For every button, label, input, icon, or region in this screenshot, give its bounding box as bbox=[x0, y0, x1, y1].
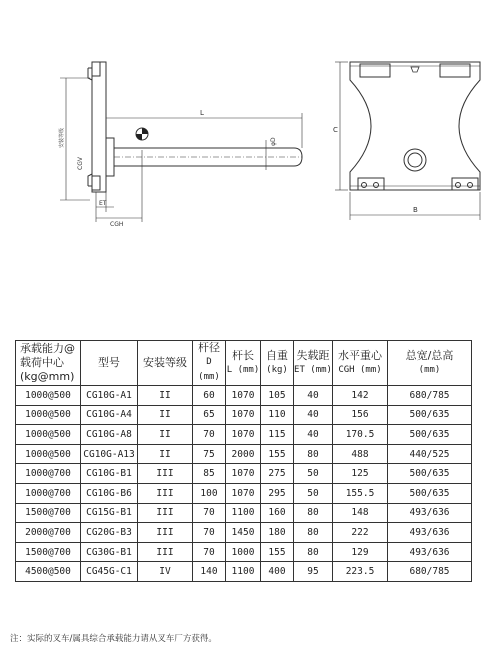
cell: 500/635 bbox=[388, 425, 472, 445]
side-view bbox=[60, 62, 302, 222]
cell: 95 bbox=[294, 562, 333, 582]
dim-label-et: ET bbox=[99, 200, 107, 207]
col-header-label: 自重 bbox=[266, 348, 288, 362]
cell: 493/636 bbox=[388, 523, 472, 543]
cell: 1500@700 bbox=[16, 503, 81, 523]
dim-label-l: L bbox=[200, 109, 204, 117]
cell: 1000@700 bbox=[16, 483, 81, 503]
col-header-class bbox=[138, 341, 193, 386]
cell: III bbox=[138, 523, 193, 543]
table-row bbox=[16, 425, 472, 445]
cell: 493/636 bbox=[388, 503, 472, 523]
col-header-size bbox=[388, 341, 472, 386]
front-view bbox=[335, 62, 480, 220]
cell: 115 bbox=[261, 425, 294, 445]
dim-label-cgh: CGH bbox=[110, 221, 124, 228]
cell: 148 bbox=[333, 503, 388, 523]
col-header-label: 安装等级 bbox=[143, 356, 187, 369]
cell: III bbox=[138, 542, 193, 562]
col-header-sub: D (mm) bbox=[198, 357, 220, 382]
col-header-label: 总宽/总高 bbox=[405, 348, 454, 362]
footnote: 注：实际的叉车/属具综合承载能力请从叉车厂方获得。 bbox=[10, 634, 217, 644]
cell: CG10G-B6 bbox=[81, 483, 138, 503]
cell: 1100 bbox=[226, 562, 261, 582]
cell: 85 bbox=[193, 464, 226, 484]
col-header-sub: CGH (mm) bbox=[338, 364, 382, 375]
cell: 50 bbox=[294, 464, 333, 484]
cell: 140 bbox=[193, 562, 226, 582]
cell: CG10G-A13 bbox=[81, 444, 138, 464]
table-row bbox=[16, 503, 472, 523]
cell: 1000@500 bbox=[16, 405, 81, 425]
cell: 80 bbox=[294, 523, 333, 543]
cell: II bbox=[138, 425, 193, 445]
cell: 1000@500 bbox=[16, 386, 81, 406]
dim-label-c: C bbox=[333, 126, 338, 134]
cell: 1070 bbox=[226, 405, 261, 425]
cell: CG20G-B3 bbox=[81, 523, 138, 543]
cell: 40 bbox=[294, 386, 333, 406]
cell: 125 bbox=[333, 464, 388, 484]
cell: 110 bbox=[261, 405, 294, 425]
cell: 500/635 bbox=[388, 405, 472, 425]
cell: 80 bbox=[294, 503, 333, 523]
cell: 155 bbox=[261, 444, 294, 464]
table-row bbox=[16, 483, 472, 503]
cell: 400 bbox=[261, 562, 294, 582]
table-row bbox=[16, 386, 472, 406]
cell: 1070 bbox=[226, 386, 261, 406]
cell: 40 bbox=[294, 425, 333, 445]
cell: CG10G-A8 bbox=[81, 425, 138, 445]
cell: 680/785 bbox=[388, 386, 472, 406]
col-header-sub: (mm) bbox=[418, 364, 441, 375]
dim-label-cgv: CGV bbox=[77, 157, 84, 170]
cell: CG30G-B1 bbox=[81, 542, 138, 562]
col-header-label: 承载能力@ 载荷中心 (kg@mm) bbox=[20, 342, 75, 383]
table-header-row bbox=[16, 341, 472, 386]
cell: 680/785 bbox=[388, 562, 472, 582]
cell: 60 bbox=[193, 386, 226, 406]
cell: 2000@700 bbox=[16, 523, 81, 543]
cell: II bbox=[138, 405, 193, 425]
cell: 275 bbox=[261, 464, 294, 484]
col-header-rod-length bbox=[226, 341, 261, 386]
cell: 70 bbox=[193, 503, 226, 523]
cell: 105 bbox=[261, 386, 294, 406]
cell: 180 bbox=[261, 523, 294, 543]
cell: 70 bbox=[193, 523, 226, 543]
cell: 1450 bbox=[226, 523, 261, 543]
cell: 4500@500 bbox=[16, 562, 81, 582]
col-header-label: 型号 bbox=[98, 356, 120, 369]
cell: III bbox=[138, 464, 193, 484]
col-header-sub: ET (mm) bbox=[294, 364, 332, 375]
cell: 1000@500 bbox=[16, 425, 81, 445]
cell: 170.5 bbox=[333, 425, 388, 445]
cell: 500/635 bbox=[388, 483, 472, 503]
col-header-et bbox=[294, 341, 333, 386]
cell: 160 bbox=[261, 503, 294, 523]
cell: II bbox=[138, 444, 193, 464]
cell: 1000@700 bbox=[16, 464, 81, 484]
cell: 493/636 bbox=[388, 542, 472, 562]
cell: 100 bbox=[193, 483, 226, 503]
cell: 156 bbox=[333, 405, 388, 425]
cell: 1000 bbox=[226, 542, 261, 562]
cell: III bbox=[138, 483, 193, 503]
table-row bbox=[16, 405, 472, 425]
col-header-sub: L (mm) bbox=[226, 364, 260, 375]
col-header-model bbox=[81, 341, 138, 386]
cell: 1070 bbox=[226, 464, 261, 484]
cell: IV bbox=[138, 562, 193, 582]
cell: 222 bbox=[333, 523, 388, 543]
cell: 1070 bbox=[226, 483, 261, 503]
col-header-weight bbox=[261, 341, 294, 386]
cell: 223.5 bbox=[333, 562, 388, 582]
cell: CG10G-A1 bbox=[81, 386, 138, 406]
cell: 2000 bbox=[226, 444, 261, 464]
col-header-label: 失载距 bbox=[296, 348, 330, 362]
cell: 440/525 bbox=[388, 444, 472, 464]
cell: CG10G-B1 bbox=[81, 464, 138, 484]
col-header-sub: (kg) bbox=[266, 364, 288, 375]
cell: 70 bbox=[193, 542, 226, 562]
cell: 1070 bbox=[226, 425, 261, 445]
col-header-label: 杆径 bbox=[198, 341, 220, 354]
cell: 1500@700 bbox=[16, 542, 81, 562]
table-row bbox=[16, 542, 472, 562]
cell: 488 bbox=[333, 444, 388, 464]
cell: 129 bbox=[333, 542, 388, 562]
col-header-rod-diameter bbox=[193, 341, 226, 386]
cell: 142 bbox=[333, 386, 388, 406]
cell: 50 bbox=[294, 483, 333, 503]
cell: 155.5 bbox=[333, 483, 388, 503]
table-row bbox=[16, 523, 472, 543]
cell: 65 bbox=[193, 405, 226, 425]
cell: 155 bbox=[261, 542, 294, 562]
cell: 80 bbox=[294, 542, 333, 562]
cell: 75 bbox=[193, 444, 226, 464]
dim-label-side: 安装等级 bbox=[59, 127, 65, 148]
table-row bbox=[16, 444, 472, 464]
cell: 1000@500 bbox=[16, 444, 81, 464]
col-header-cgh bbox=[333, 341, 388, 386]
cell: III bbox=[138, 503, 193, 523]
cell: CG45G-C1 bbox=[81, 562, 138, 582]
spec-table bbox=[15, 340, 472, 582]
center-of-gravity-icon bbox=[136, 128, 148, 140]
cell: 500/635 bbox=[388, 464, 472, 484]
cell: 80 bbox=[294, 444, 333, 464]
cell: 40 bbox=[294, 405, 333, 425]
dim-label-phi-d: φD bbox=[270, 137, 277, 146]
col-header-label: 杆长 bbox=[232, 348, 254, 362]
cell: CG15G-B1 bbox=[81, 503, 138, 523]
cell: 70 bbox=[193, 425, 226, 445]
cell: 295 bbox=[261, 483, 294, 503]
cell: CG10G-A4 bbox=[81, 405, 138, 425]
table-row bbox=[16, 464, 472, 484]
table-row bbox=[16, 562, 472, 582]
cell: II bbox=[138, 386, 193, 406]
dim-label-b: B bbox=[413, 206, 418, 214]
col-header-capacity bbox=[16, 341, 81, 386]
col-header-label: 水平重心 bbox=[338, 348, 382, 362]
cell: 1100 bbox=[226, 503, 261, 523]
